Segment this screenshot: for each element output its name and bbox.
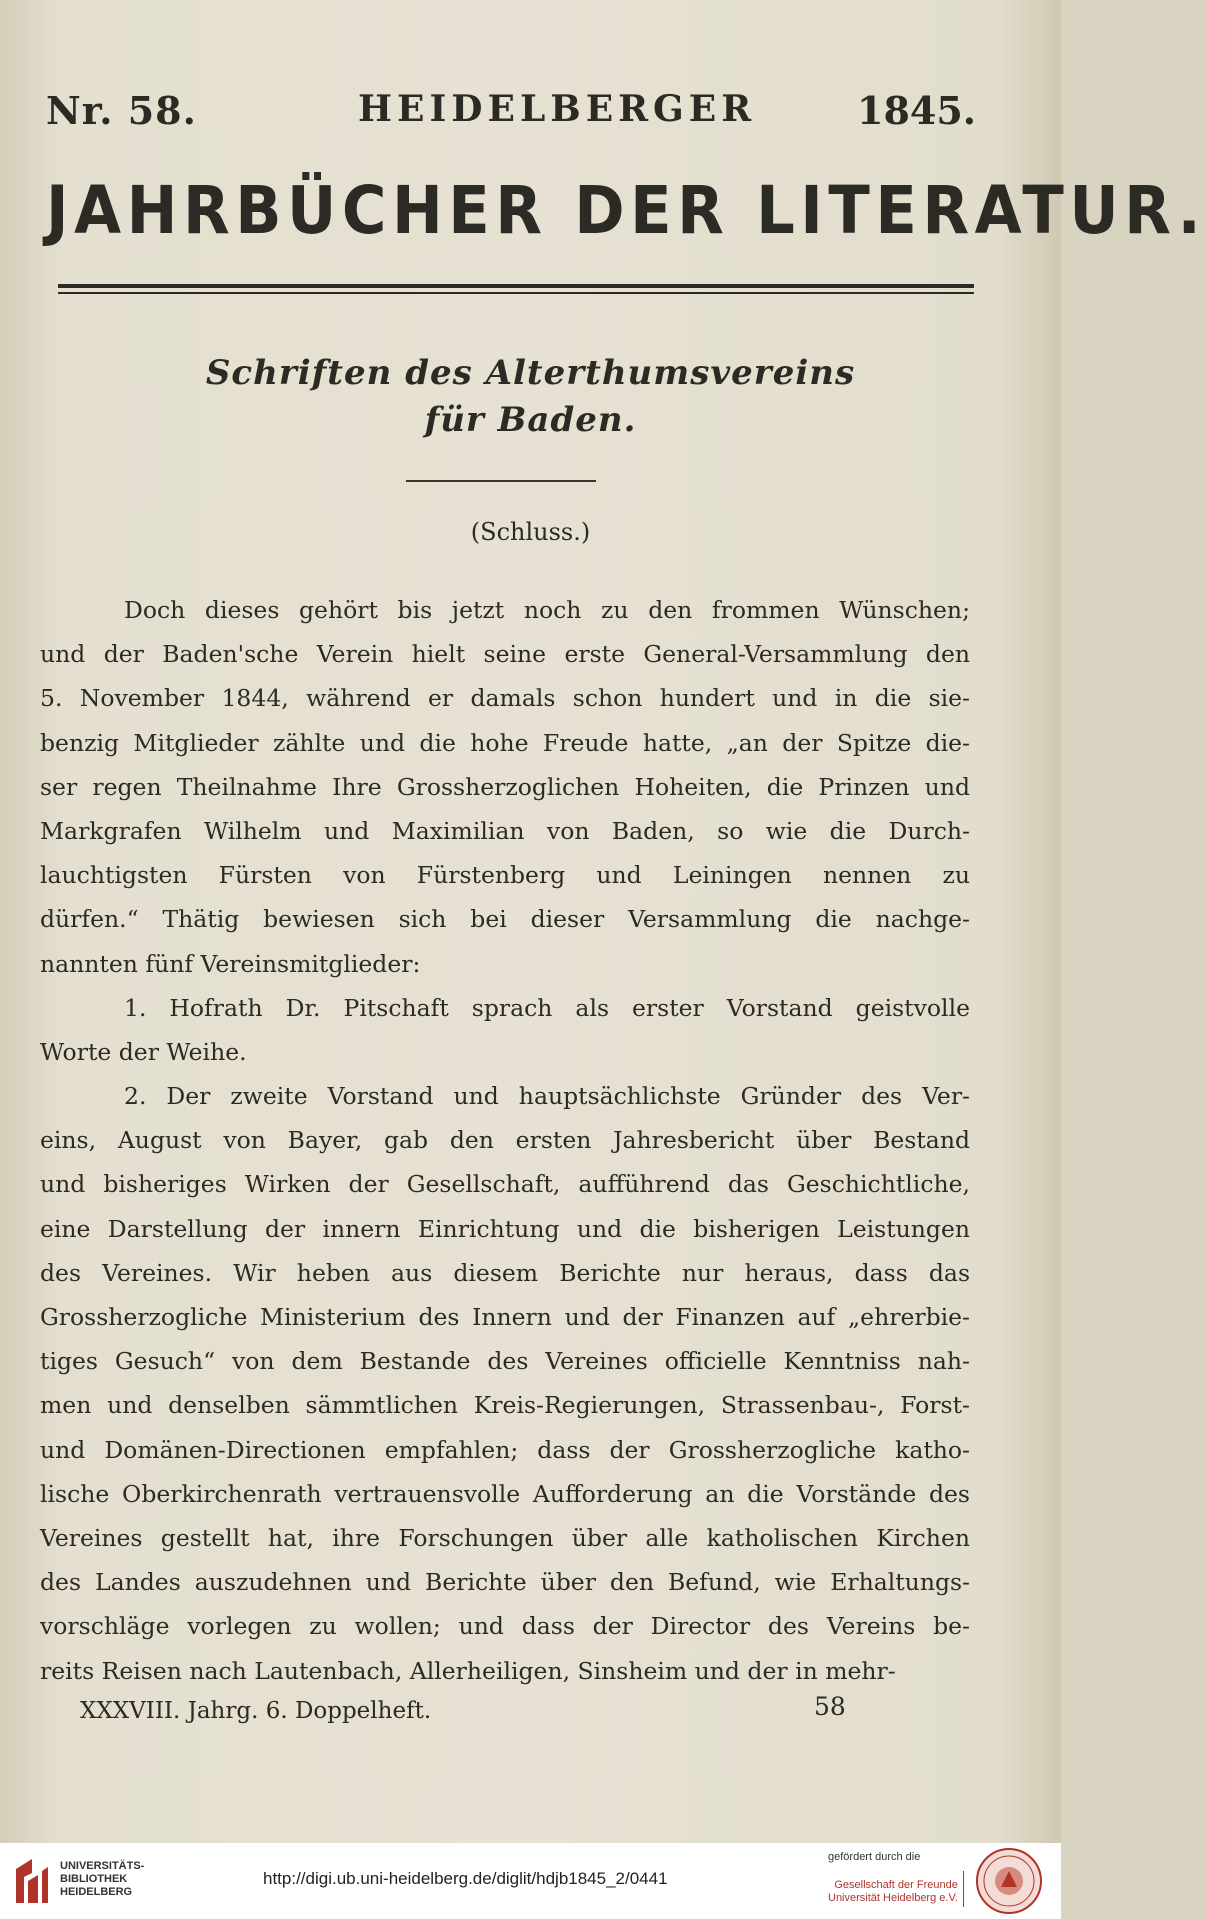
- body-line: 2. Der zweite Vorstand und hauptsächlichste Gründer des Ver-: [124, 1082, 970, 1111]
- section-title-line1: Schriften des Alterthumsvereins: [205, 353, 856, 393]
- body-line: und bisheriges Wirken der Gesellschaft, aufführend das Geschichtliche,: [40, 1170, 970, 1199]
- body-line: Grossherzogliche Ministerium des Innern und der Finanzen auf „ehrerbie-: [40, 1303, 970, 1331]
- section-divider: [406, 480, 596, 482]
- section-subtitle: (Schluss.): [470, 518, 591, 546]
- body-line: vorschläge vorlegen zu wollen; und dass der Director des Vereins be-: [40, 1612, 970, 1641]
- issue-number: Nr. 58.: [46, 88, 197, 133]
- masthead-rule-thin: [58, 292, 974, 294]
- periodical-top-title: HEIDELBERGER: [358, 88, 757, 130]
- body-line: 5. November 1844, während er damals schon hundert und in die sie-: [40, 684, 970, 713]
- sponsor-name: Gesellschaft der Freunde Universität Heidelberg e.V.: [828, 1879, 958, 1904]
- signature-mark: XXXVIII. Jahrg. 6. Doppelheft.: [80, 1698, 432, 1724]
- section-title-line2: für Baden.: [424, 400, 637, 440]
- body-line: lauchtigsten Fürsten von Fürstenberg und Leiningen nennen zu: [40, 861, 970, 890]
- body-line: nannten fünf Vereinsmitglieder:: [40, 949, 421, 978]
- body-line: Vereines gestellt hat, ihre Forschungen über alle katholischen Kirchen: [40, 1523, 970, 1552]
- masthead-row: [46, 88, 976, 138]
- sponsor-divider: [963, 1871, 964, 1907]
- sponsor-label: gefördert durch die: [828, 1851, 921, 1863]
- article-body: [40, 588, 970, 1693]
- body-line: des Vereines. Wir heben aus diesem Berichte nur heraus, dass das: [40, 1258, 970, 1287]
- body-line: Doch dieses gehört bis jetzt noch zu den frommen Wünschen;: [124, 596, 970, 624]
- body-line: und der Baden'sche Verein hielt seine erste General-Versammlung den: [40, 640, 970, 669]
- body-line: lische Oberkirchenrath vertrauensvolle Aufforderung an die Vorstände des: [40, 1479, 970, 1508]
- page-number: 58: [814, 1692, 846, 1721]
- publication-year: 1845.: [857, 88, 976, 133]
- body-line: reits Reisen nach Lautenbach, Allerheiligen, Sinsheim und der in mehr-: [40, 1656, 896, 1685]
- periodical-main-title: JAHRBÜCHER DER LITERATUR.: [46, 172, 1206, 249]
- body-line: eine Darstellung der innern Einrichtung und die bisherigen Leistungen: [40, 1214, 970, 1243]
- body-line: und Domänen-Directionen empfahlen; dass der Grossherzogliche katho-: [40, 1435, 970, 1464]
- permalink-url[interactable]: http://digi.ub.uni-heidelberg.de/diglit/hdjb1845_2/0441: [263, 1869, 668, 1888]
- section-title: [0, 350, 1061, 444]
- body-line: 1. Hofrath Dr. Pitschaft sprach als erster Vorstand geistvolle: [124, 993, 970, 1022]
- body-line: men und denselben sämmtlichen Kreis-Regierungen, Strassenbau-, Forst-: [40, 1391, 970, 1420]
- university-seal-icon: [975, 1847, 1043, 1915]
- library-logo-icon: [12, 1855, 52, 1907]
- library-name: UNIVERSITÄTS- BIBLIOTHEK HEIDELBERG: [60, 1860, 145, 1898]
- body-line: Markgrafen Wilhelm und Maximilian von Baden, so wie die Durch-: [40, 816, 970, 845]
- body-line: dürfen.“ Thätig bewiesen sich bei dieser Versammlung die nachge-: [40, 905, 970, 934]
- body-line: benzig Mitglieder zählte und die hohe Freude hatte, „an der Spitze die-: [40, 728, 970, 757]
- masthead-rule-thick: [58, 284, 974, 288]
- body-line: eins, August von Bayer, gab den ersten Jahresbericht über Bestand: [40, 1126, 970, 1155]
- digitization-footer-bar: [0, 1843, 1061, 1919]
- body-line: des Landes auszudehnen und Berichte über den Befund, wie Erhaltungs-: [40, 1568, 970, 1597]
- body-line: Worte der Weihe.: [40, 1037, 247, 1066]
- body-line: ser regen Theilnahme Ihre Grossherzoglichen Hoheiten, die Prinzen und: [40, 772, 970, 801]
- body-line: tiges Gesuch“ von dem Bestande des Vereines officielle Kenntniss nah-: [40, 1347, 970, 1376]
